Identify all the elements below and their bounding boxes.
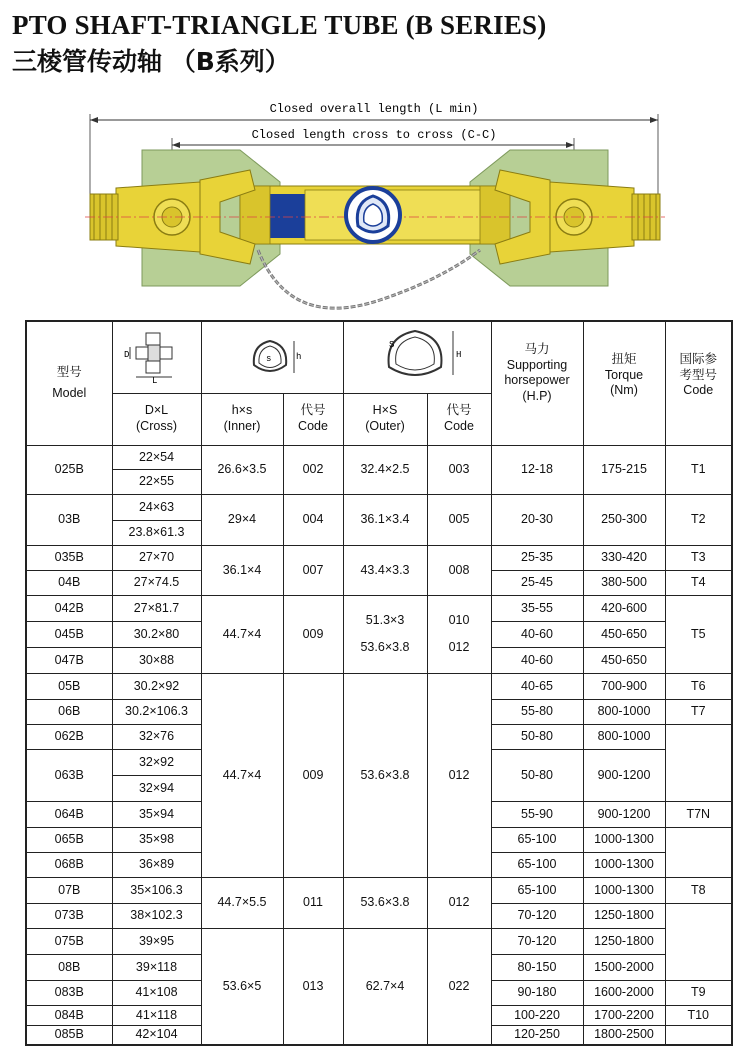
header-torque: 扭矩 Torque (Nm) (583, 321, 665, 445)
header-outer: H×S (Outer) (343, 393, 427, 445)
table-cell: 53.6×5 (201, 928, 283, 1045)
table-cell: 29×4 (201, 494, 283, 545)
table-cell: 250-300 (583, 494, 665, 545)
table-cell: 045B (26, 621, 112, 647)
table-cell: 32×76 (112, 724, 201, 749)
table-cell: 120-250 (491, 1025, 583, 1045)
table-cell: 41×108 (112, 980, 201, 1005)
table-cell: 90-180 (491, 980, 583, 1005)
table-cell: 22×55 (112, 469, 201, 494)
table-cell (665, 724, 732, 801)
table-cell: T8 (665, 877, 732, 903)
table-cell: 62.7×4 (343, 928, 427, 1045)
cross-joint-icon (122, 327, 192, 383)
table-cell: T6 (665, 673, 732, 699)
table-cell: 380-500 (583, 570, 665, 595)
table-cell: 1800-2500 (583, 1025, 665, 1045)
table-cell: 420-600 (583, 595, 665, 621)
table-cell: 44.7×4 (201, 595, 283, 673)
table-cell: 35×106.3 (112, 877, 201, 903)
table-cell: 36.1×4 (201, 545, 283, 595)
inner-section-icon (232, 327, 312, 383)
table-cell: 083B (26, 980, 112, 1005)
table-cell: 084B (26, 1005, 112, 1025)
table-cell: 23.8×61.3 (112, 520, 201, 545)
table-cell: 24×63 (112, 494, 201, 520)
table-cell: 900-1200 (583, 749, 665, 801)
table-cell: 025B (26, 445, 112, 494)
table-cell: 40-65 (491, 673, 583, 699)
table-cell: 700-900 (583, 673, 665, 699)
header-inner-code: 代号 Code (283, 393, 343, 445)
table-cell: 55-90 (491, 801, 583, 827)
table-cell: 32×92 (112, 749, 201, 775)
spec-table (25, 320, 733, 1046)
header-model: 型号 Model (26, 321, 112, 445)
table-cell: 1500-2000 (583, 954, 665, 980)
table-cell: 35-55 (491, 595, 583, 621)
table-cell: 50-80 (491, 724, 583, 749)
header-ref-code: 国际参 考型号 Code (665, 321, 732, 445)
table-cell: T9 (665, 980, 732, 1005)
table-cell: 07B (26, 877, 112, 903)
table-cell: 80-150 (491, 954, 583, 980)
table-cell: 100-220 (491, 1005, 583, 1025)
table-cell: 004 (283, 494, 343, 545)
table-cell: 30.2×92 (112, 673, 201, 699)
table-cell: 51.3×3 53.6×3.8 (343, 595, 427, 673)
table-cell: 002 (283, 445, 343, 494)
table-cell: 003 (427, 445, 491, 494)
table-cell: 25-35 (491, 545, 583, 570)
table-cell: 1000-1300 (583, 852, 665, 877)
inner-icon-cell (201, 321, 343, 393)
table-cell: 06B (26, 699, 112, 724)
table-cell: T5 (665, 595, 732, 673)
table-cell: 30.2×80 (112, 621, 201, 647)
table-cell: 53.6×3.8 (343, 673, 427, 877)
outer-icon-cell (343, 321, 491, 393)
table-cell: T2 (665, 494, 732, 545)
table-cell: 27×74.5 (112, 570, 201, 595)
table-cell: 27×70 (112, 545, 201, 570)
table-cell: 12-18 (491, 445, 583, 494)
table-cell: 27×81.7 (112, 595, 201, 621)
table-cell: 175-215 (583, 445, 665, 494)
table-cell: 44.7×4 (201, 673, 283, 877)
table-cell: 009 (283, 673, 343, 877)
table-cell: 44.7×5.5 (201, 877, 283, 928)
table-cell: T4 (665, 570, 732, 595)
table-cell: 800-1000 (583, 724, 665, 749)
table-cell: 1000-1300 (583, 877, 665, 903)
pto-shaft-drawing (80, 90, 670, 320)
overall-length-label: Closed overall length (L min) (269, 102, 479, 116)
svg-text:D: D (123, 349, 129, 360)
table-cell: 1700-2200 (583, 1005, 665, 1025)
table-cell: 042B (26, 595, 112, 621)
table-cell: 005 (427, 494, 491, 545)
table-cell: 36.1×3.4 (343, 494, 427, 545)
table-cell: 32×94 (112, 775, 201, 801)
outer-section-icon (367, 325, 467, 385)
cross-length-label: Closed length cross to cross (C-C) (251, 128, 497, 142)
table-cell: 22×54 (112, 445, 201, 469)
svg-text:s: s (266, 353, 272, 364)
table-cell: 70-120 (491, 928, 583, 954)
table-cell: 70-120 (491, 903, 583, 928)
header-outer-code: 代号 Code (427, 393, 491, 445)
table-cell: 39×118 (112, 954, 201, 980)
table-cell: T7N (665, 801, 732, 827)
svg-text:S: S (389, 339, 395, 350)
table-cell: 085B (26, 1025, 112, 1045)
table-cell: 022 (427, 928, 491, 1045)
table-cell: 38×102.3 (112, 903, 201, 928)
table-cell: 062B (26, 724, 112, 749)
table-cell: 40-60 (491, 647, 583, 673)
table-cell: 1600-2000 (583, 980, 665, 1005)
table-cell: 20-30 (491, 494, 583, 545)
table-cell: 035B (26, 545, 112, 570)
table-cell: 1250-1800 (583, 928, 665, 954)
table-cell: 65-100 (491, 852, 583, 877)
table-cell: 063B (26, 749, 112, 801)
table-cell: 05B (26, 673, 112, 699)
svg-text:h: h (296, 351, 302, 362)
table-cell: 04B (26, 570, 112, 595)
table-cell: 009 (283, 595, 343, 673)
table-cell (665, 827, 732, 877)
table-cell: 010 012 (427, 595, 491, 673)
table-cell: T7 (665, 699, 732, 724)
table-cell: 43.4×3.3 (343, 545, 427, 595)
table-cell: 1000-1300 (583, 827, 665, 852)
table-cell: 35×98 (112, 827, 201, 852)
table-cell: 047B (26, 647, 112, 673)
table-cell: 013 (283, 928, 343, 1045)
table-cell: 075B (26, 928, 112, 954)
title-english: PTO SHAFT-TRIANGLE TUBE (B SERIES) (12, 10, 547, 40)
table-cell: 011 (283, 877, 343, 928)
table-cell: 08B (26, 954, 112, 980)
table-cell: 53.6×3.8 (343, 877, 427, 928)
table-cell: 65-100 (491, 827, 583, 852)
table-cell: 41×118 (112, 1005, 201, 1025)
table-cell: T1 (665, 445, 732, 494)
table-cell (665, 1025, 732, 1045)
title-chinese: 三棱管传动轴 （B系列） (12, 47, 290, 76)
header-cross: D×L (Cross) (112, 393, 201, 445)
table-cell: 55-80 (491, 699, 583, 724)
table-cell: 800-1000 (583, 699, 665, 724)
table-cell: 65-100 (491, 877, 583, 903)
svg-text:H: H (456, 349, 462, 360)
table-cell: 073B (26, 903, 112, 928)
table-cell: 36×89 (112, 852, 201, 877)
table-cell: 1250-1800 (583, 903, 665, 928)
cross-icon-cell (112, 321, 201, 393)
table-cell: 50-80 (491, 749, 583, 801)
table-cell: T3 (665, 545, 732, 570)
table-cell: 008 (427, 545, 491, 595)
table-cell: 450-650 (583, 621, 665, 647)
table-cell: 25-45 (491, 570, 583, 595)
header-inner: h×s (Inner) (201, 393, 283, 445)
table-cell: 012 (427, 877, 491, 928)
table-cell: 40-60 (491, 621, 583, 647)
table-cell: 012 (427, 673, 491, 877)
table-cell: 30.2×106.3 (112, 699, 201, 724)
table-cell: 30×88 (112, 647, 201, 673)
table-cell: 450-650 (583, 647, 665, 673)
table-cell: 330-420 (583, 545, 665, 570)
table-cell: 068B (26, 852, 112, 877)
table-cell: 900-1200 (583, 801, 665, 827)
table-cell: 39×95 (112, 928, 201, 954)
table-cell: 007 (283, 545, 343, 595)
table-cell: 35×94 (112, 801, 201, 827)
table-cell: T10 (665, 1005, 732, 1025)
table-cell: 03B (26, 494, 112, 545)
table-cell: 42×104 (112, 1025, 201, 1045)
table-cell: 32.4×2.5 (343, 445, 427, 494)
table-cell: 064B (26, 801, 112, 827)
table-cell (665, 903, 732, 980)
svg-text:L: L (151, 375, 157, 383)
table-cell: 065B (26, 827, 112, 852)
table-cell: 26.6×3.5 (201, 445, 283, 494)
header-horsepower: 马力 Supporting horsepower (H.P) (491, 321, 583, 445)
